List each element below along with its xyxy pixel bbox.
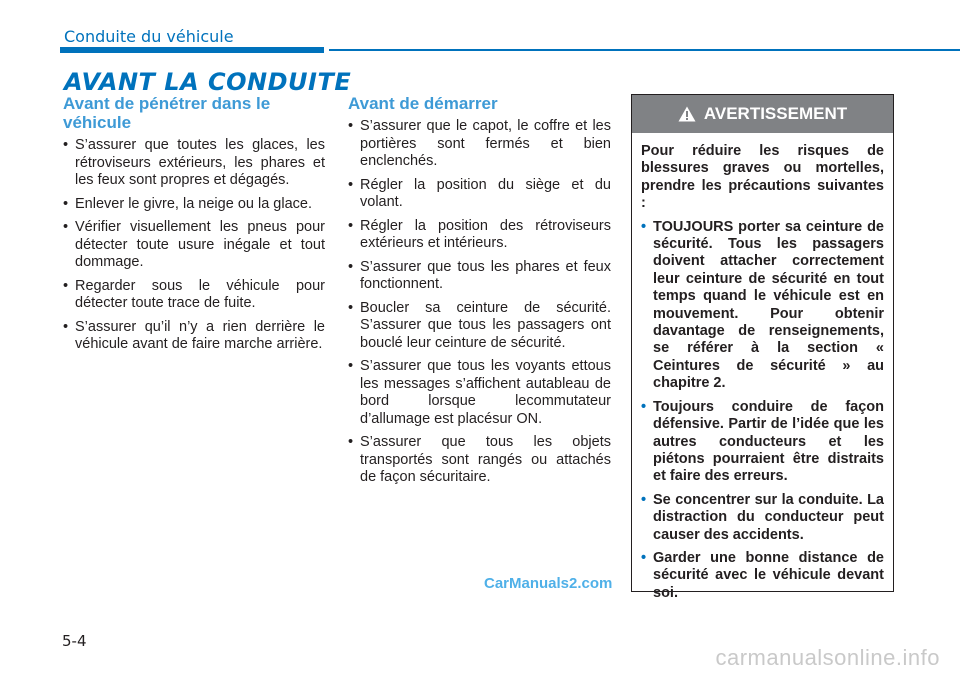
list-item: • S’assurer que toutes les glaces, les rétroviseurs extérieurs, les phares et les feux sont propres et dégagés. [63,137,325,190]
page-title: AVANT LA CONDUITE [64,68,352,96]
col2-heading: Avant de démarrer [348,94,498,113]
warning-intro: Pour réduire les risques de blessures graves ou mortelles, prendre les précautions suivantes : [641,143,884,212]
column-before-entering [63,94,325,360]
header-bar-thin [329,49,960,51]
col1-heading: Avant de pénétrer dans le véhicule [63,94,271,132]
footer-site-watermark: carmanualsonline.info [715,645,940,670]
warning-triangle-icon [678,106,696,122]
bullet-dot-icon: • [641,549,647,566]
warning-item-text: Garder une bonne distance de sécurité avec le véhicule devant soi. [653,549,884,601]
list-item: • Vérifier visuellement les pneus pour détecter toute usure inégale et tout dommage. [63,219,325,272]
list-item: • Enlever le givre, la neige ou la glace. [63,196,325,214]
warning-list [641,219,884,603]
warning-item [641,492,884,544]
warning-body [632,133,893,602]
warning-item-text: Se concentrer sur la conduite. La distraction du conducteur peut causer des accidents. [653,491,884,543]
list-item: • Régler la position des rétroviseurs extérieurs et intérieurs. [348,218,611,253]
header-bar-thick [60,47,324,53]
list-item: • S’assurer que le capot, le coffre et les portières sont fermés et bien enclenchés. [348,118,611,171]
watermark-link[interactable]: CarManuals2.com [484,575,613,592]
warning-title: AVERTISSEMENT [703,104,848,123]
bullet-dot-icon: • [641,491,647,508]
col1-list [63,137,325,354]
list-item: • S’assurer que tous les objets transportés sont rangés ou attachés de façon sécuritaire. [348,434,611,487]
warning-item-text: TOUJOURS porter sa ceinture de sécurité. Tous les passagers doivent attacher correctement leur ceinture de sécurité en tout temps quand le véhicule est en mouvement. Pour obtenir davantage de renseignements, se référer à la section « Ceintures de sécurité » au chapitre 2. [653,218,884,392]
list-item: • S’assurer que tous les phares et feux fonctionnent. [348,259,611,294]
warning-item [641,219,884,393]
bullet-dot-icon: • [641,218,647,235]
list-item: • Regarder sous le véhicule pour détecter toute trace de fuite. [63,278,325,313]
column-before-starting [348,94,611,493]
warning-item [641,399,884,486]
warning-item [641,550,884,602]
warning-header [632,95,893,133]
list-item: • S’assurer qu’il n’y a rien derrière le véhicule avant de faire marche arrière. [63,319,325,354]
page-number: 5-4 [62,632,87,650]
list-item: • Régler la position du siège et du volant. [348,177,611,212]
warning-item-text: Toujours conduire de façon défensive. Partir de l’idée que les autres conducteurs et les piétons pourraient être distraits et faire des erreurs. [653,398,884,485]
warning-box [631,94,894,601]
list-item: • S’assurer que tous les voyants ettous les messages s’affichent autableau de bord lorsque lecommutateur d’allumage est placésur ON. [348,358,611,428]
bullet-dot-icon: • [641,398,647,415]
list-item: • Boucler sa ceinture de sécurité. S’assurer que tous les passagers ont bouclé leur ceinture de sécurité. [348,300,611,353]
col2-list [348,118,611,487]
section-label: Conduite du véhicule [64,27,234,46]
